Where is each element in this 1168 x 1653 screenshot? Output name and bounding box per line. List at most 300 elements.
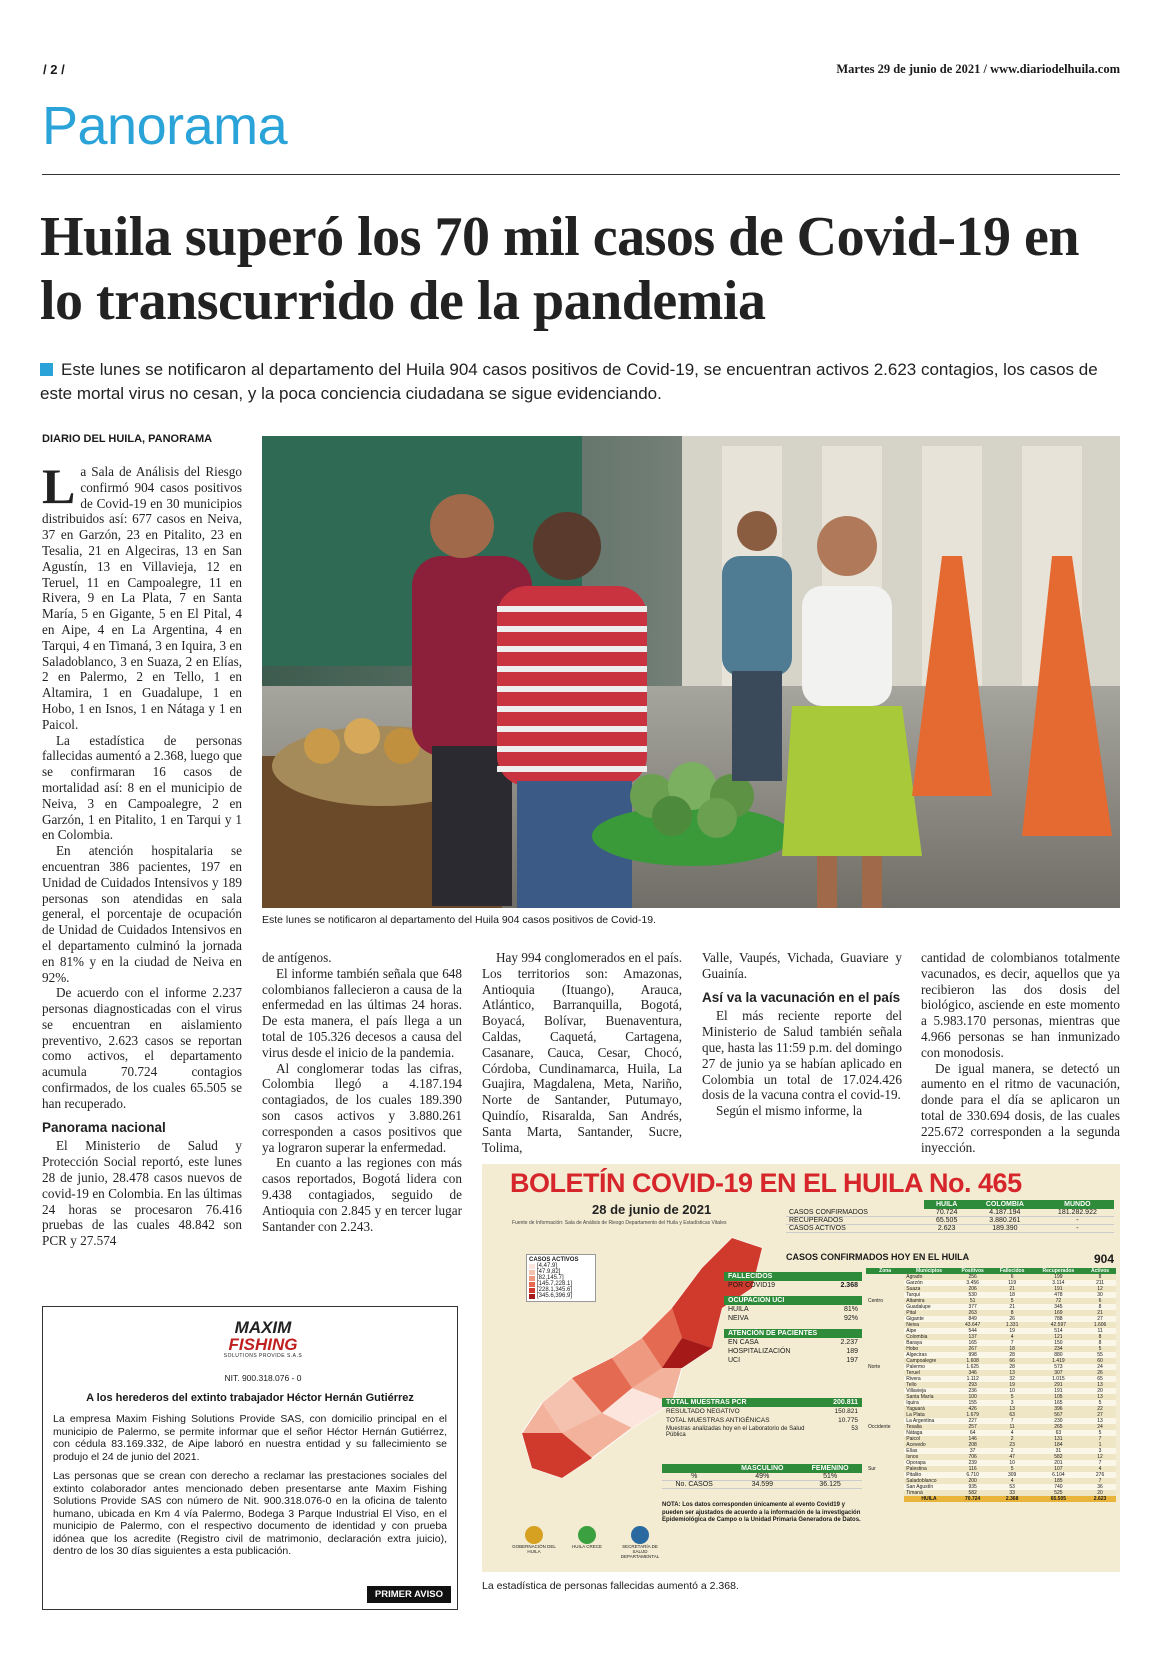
legend-label: [82,145.7] bbox=[537, 1275, 564, 1281]
municipality-cell: 6 bbox=[1084, 1298, 1116, 1304]
municipality-cell: Tesalia bbox=[904, 1424, 954, 1430]
municipalities-header-cell: Positivos bbox=[954, 1268, 992, 1274]
atencion-row bbox=[724, 1338, 862, 1347]
municipality-cell: Pitalito bbox=[904, 1472, 954, 1478]
municipality-cell: 5 bbox=[992, 1298, 1033, 1304]
ad-paragraph-2: Las personas que se crean con derecho a reclamar las prestaciones sociales del extinto colaborador antes mencionado deben presentarse ante Maxim Fishing Solutions Provide SAS con número de Nit. 900.318.076-0 en la oficina de talento humano, ubicada en Km 4 vía Palermo, Bodega 3 Parque Industrial El Viso, en el municipio de Palermo, con el respectivo documento de identidad y con prueba idónea que los acredite (Registro civil de matrimonio, declaración extra juicio), dentro de los 30 días siguientes a esta publicación. bbox=[53, 1470, 447, 1557]
summary-row bbox=[786, 1209, 1114, 1217]
municipality-cell: 3.114 bbox=[1033, 1280, 1084, 1286]
municipality-cell: 206 bbox=[954, 1286, 992, 1292]
lead-marker-icon bbox=[40, 363, 53, 376]
street-market-photo bbox=[262, 436, 1120, 908]
municipality-cell: Villavieja bbox=[904, 1388, 954, 1394]
lead-paragraph bbox=[40, 358, 1130, 406]
fallecidos-label: FALLECIDOS bbox=[724, 1272, 862, 1281]
municipality-cell: 26 bbox=[1084, 1370, 1116, 1376]
paragraph: Al conglomerar todas las cifras, Colombia llegó a 4.187.194 contagiados, de los cuales 189.390 son casos activos y 3.880.261 corresponden a casos positivos que ya lograron superar la enfermedad. bbox=[262, 1060, 462, 1155]
municipality-cell: 13 bbox=[992, 1406, 1033, 1412]
municipality-cell: 8 bbox=[1084, 1304, 1116, 1310]
municipality-cell: 1.015 bbox=[1033, 1376, 1084, 1382]
municipality-cell: 12 bbox=[1084, 1454, 1116, 1460]
column-5 bbox=[921, 950, 1120, 1155]
ad-title: A los herederos del extinto trabajador Héctor Hernán Gutiérrez bbox=[86, 1392, 414, 1404]
municipality-cell: 5 bbox=[1084, 1346, 1116, 1352]
paragraph: a Sala de Análisis del Riesgo confirmó 904 casos positivos de Covid-19 en 30 municipios distribuidos así: 677 casos en Neiva, 37 en Garzón, 23 en Pitalito, 23 en Tesalia, 21 en Algeciras, 13 en San Agustín, 13 en Villavieja, 12 en Teruel, 11 en Campoalegre, 11 en Rivera, 9 en La Plata, 7 en Santa María, 5 en Gigante, 5 en El Pital, 4 en Aipe, 4 en La Argentina, 4 en Tarqui, 4 en Timaná, 3 en Iquira, 3 en Saladoblanco, 3 en Suaza, 2 en Elías, 2 en Palermo, 2 en Tello, 1 en Altamira, 1 en Guadalupe, 1 en Hobo, 1 en Isnos, 1 en Nátaga y 1 en Paicol. bbox=[42, 464, 242, 732]
huila-crece-icon bbox=[578, 1526, 596, 1544]
municipality-cell: 7 bbox=[992, 1418, 1033, 1424]
drop-cap: L bbox=[42, 458, 76, 514]
municipality-cell: 544 bbox=[954, 1328, 992, 1334]
municipality-cell: Pital bbox=[904, 1310, 954, 1316]
municipality-cell: 31 bbox=[1033, 1448, 1084, 1454]
atencion-row bbox=[724, 1347, 862, 1356]
municipality-cell: Paicol bbox=[904, 1436, 954, 1442]
municipality-cell: Timaná bbox=[904, 1490, 954, 1496]
municipality-cell: 1.331 bbox=[992, 1322, 1033, 1328]
municipality-cell: 105 bbox=[1033, 1394, 1084, 1400]
secretaria-seal-icon bbox=[631, 1526, 649, 1544]
municipality-cell: 119 bbox=[992, 1280, 1033, 1286]
legend-swatch bbox=[529, 1282, 535, 1287]
lead-text: Este lunes se notificaron al departamento del Huila 904 casos positivos de Covid-19, se encuentran activos 2.623 contagios, los casos de este mortal virus no cesan, y la poca conciencia ciudadana se sigue evidenciando. bbox=[40, 360, 1098, 403]
legend-label: [345.6,396.9] bbox=[537, 1293, 573, 1299]
bulletin-caption: La estadística de personas fallecidas aumentó a 2.368. bbox=[482, 1580, 739, 1592]
municipality-cell: 256 bbox=[954, 1274, 992, 1280]
legend-swatch bbox=[529, 1270, 535, 1275]
covid-bulletin bbox=[482, 1164, 1120, 1572]
municipality-cell: Garzón bbox=[904, 1280, 954, 1286]
total-cell: 70.724 bbox=[954, 1496, 992, 1502]
municipality-cell: 3.456 bbox=[954, 1280, 992, 1286]
municipality-cell: 13 bbox=[1084, 1394, 1116, 1400]
bulletin-date: 28 de junio de 2021 bbox=[592, 1202, 712, 1217]
municipality-cell: 191 bbox=[1033, 1286, 1084, 1292]
today-cases bbox=[786, 1252, 1114, 1266]
cell: 2.368 bbox=[840, 1282, 858, 1289]
column-4 bbox=[702, 950, 902, 1119]
municipality-cell: 234 bbox=[1033, 1346, 1084, 1352]
cell: 2.237 bbox=[840, 1339, 858, 1346]
summary-cell: 70.724 bbox=[924, 1209, 969, 1217]
total-cell: HUILA bbox=[904, 1496, 954, 1502]
cell: 53 bbox=[851, 1426, 858, 1432]
summary-header-cell: HUILA bbox=[924, 1200, 969, 1209]
municipality-cell: 65 bbox=[1084, 1376, 1116, 1382]
municipality-cell: Colombia bbox=[904, 1334, 954, 1340]
legend-label: [47.9,82] bbox=[537, 1269, 561, 1275]
municipality-cell: Iquira bbox=[904, 1400, 954, 1406]
paragraph: De acuerdo con el informe 2.237 personas diagnosticadas con el virus se encuentran en aislamiento preventivo, 2.623 casos se reportan como activos, el departamento acumula 70.724 contagios confirmados, de los cuales 65.505 se han recuperado. bbox=[42, 985, 242, 1111]
cell: 197 bbox=[846, 1357, 858, 1364]
municipality-cell: 998 bbox=[954, 1352, 992, 1358]
paragraph: Valle, Vaupés, Vichada, Guaviare y Guainía. bbox=[702, 950, 902, 981]
atencion-row bbox=[724, 1356, 862, 1365]
municipality-cell: 36 bbox=[1084, 1484, 1116, 1490]
municipalities-header-cell: Municipios bbox=[904, 1268, 954, 1274]
municipality-cell: 137 bbox=[954, 1334, 992, 1340]
municipality-cell: 208 bbox=[954, 1442, 992, 1448]
municipality-cell: 788 bbox=[1033, 1316, 1084, 1322]
uci-row bbox=[724, 1314, 862, 1323]
cell: 189 bbox=[846, 1348, 858, 1355]
article-photo bbox=[262, 436, 1120, 908]
municipality-cell: Oporapa bbox=[904, 1460, 954, 1466]
municipality-cell: Hobo bbox=[904, 1346, 954, 1352]
municipality-cell: 27 bbox=[1084, 1412, 1116, 1418]
municipality-cell: 267 bbox=[954, 1346, 992, 1352]
summary-cell: 65.505 bbox=[924, 1217, 969, 1225]
municipality-cell: 60 bbox=[1084, 1358, 1116, 1364]
municipality-cell: 1.112 bbox=[954, 1376, 992, 1382]
classified-ad bbox=[42, 1306, 458, 1610]
municipality-cell: 5 bbox=[1084, 1430, 1116, 1436]
cell: 200.811 bbox=[833, 1399, 858, 1406]
paragraph: El más reciente reporte del Ministerio de Salud también señala que, hasta las 11:59 p.m. del domingo 27 de junio ya se habían aplicado en Colombia un total de 17.024.426 dosis de la vacuna contra el covid-19. bbox=[702, 1008, 902, 1103]
ad-nit: NIT. 900.318.076 - 0 bbox=[224, 1373, 302, 1383]
legend-swatch bbox=[529, 1288, 535, 1293]
municipality-cell: 121 bbox=[1033, 1334, 1084, 1340]
municipality-cell: Tarqui bbox=[904, 1292, 954, 1298]
gobernacion-seal-icon bbox=[525, 1526, 543, 1544]
municipalities-header-cell: Fallecidos bbox=[992, 1268, 1033, 1274]
municipality-cell: 257 bbox=[954, 1424, 992, 1430]
summary-header-cell bbox=[786, 1200, 924, 1209]
summary-cell: - bbox=[1041, 1225, 1114, 1233]
municipality-cell: 1.679 bbox=[954, 1412, 992, 1418]
municipality-cell: 191 bbox=[1033, 1388, 1084, 1394]
municipality-cell: 24 bbox=[1084, 1364, 1116, 1370]
gender-cell: 51% bbox=[798, 1473, 862, 1481]
municipality-cell: 5 bbox=[992, 1466, 1033, 1472]
logo-line-1: MAXIM bbox=[234, 1318, 292, 1337]
maxim-logo bbox=[193, 1319, 333, 1359]
total-cell: 2.368 bbox=[992, 1496, 1033, 1502]
zone-cell: Centro bbox=[868, 1298, 884, 1304]
municipality-cell: 3 bbox=[992, 1400, 1033, 1406]
municipality-cell: 146 bbox=[954, 1436, 992, 1442]
paragraph: Hay 994 conglomerados en el país. Los territorios son: Amazonas, Antioquia (Ituango), Arauca, Atlántico, Barranquilla, Bogotá, Boyacá, Bolívar, Buenaventura, Caldas, Caquetá, Cartagena, Casanare, Cauca, Cesar, Chocó, Córdoba, Cundinamarca, Huila, La Guajira, Magdalena, Meta, Nariño, Norte de Santander, Putumayo, Quindío, Risaralda, San Andrés, Santa Marta, Santander, Sucre, Tolima, bbox=[482, 950, 682, 1155]
cell: HOSPITALIZACIÓN bbox=[728, 1348, 791, 1355]
municipality-cell: 201 bbox=[1033, 1460, 1084, 1466]
summary-row bbox=[786, 1217, 1114, 1225]
summary-cell: CASOS ACTIVOS bbox=[786, 1225, 924, 1233]
municipality-cell: 514 bbox=[1033, 1328, 1084, 1334]
municipality-cell: 28 bbox=[992, 1352, 1033, 1358]
municipality-cell: Agrado bbox=[904, 1274, 954, 1280]
gender-row bbox=[662, 1473, 862, 1481]
cell: RESULTADO NEGATIVO bbox=[666, 1408, 740, 1415]
legend-title: CASOS ACTIVOS bbox=[529, 1257, 579, 1263]
municipality-cell: 7 bbox=[992, 1340, 1033, 1346]
municipality-cell: 21 bbox=[1084, 1310, 1116, 1316]
municipality-cell: 8 bbox=[1084, 1334, 1116, 1340]
subhead-nacional: Panorama nacional bbox=[42, 1119, 166, 1135]
municipality-cell: 11 bbox=[992, 1424, 1033, 1430]
municipality-cell: 1 bbox=[1084, 1442, 1116, 1448]
section-title: Panorama bbox=[42, 96, 288, 156]
municipality-cell: 525 bbox=[1033, 1490, 1084, 1496]
municipality-cell: Palermo bbox=[904, 1364, 954, 1370]
municipality-cell: Palestina bbox=[904, 1466, 954, 1472]
municipality-cell: 346 bbox=[954, 1370, 992, 1376]
municipality-cell: Isnos bbox=[904, 1454, 954, 1460]
cell: 81% bbox=[843, 1306, 858, 1313]
municipality-cell: Nátaga bbox=[904, 1430, 954, 1436]
municipality-cell: 63 bbox=[992, 1412, 1033, 1418]
column-2 bbox=[262, 950, 462, 1234]
municipality-cell: 345 bbox=[1033, 1304, 1084, 1310]
municipality-cell: 21 bbox=[992, 1304, 1033, 1310]
municipality-cell: 20 bbox=[1084, 1490, 1116, 1496]
summary-cell: - bbox=[1041, 1217, 1114, 1225]
municipality-cell: 230 bbox=[1033, 1418, 1084, 1424]
municipality-cell: 1.419 bbox=[1033, 1358, 1084, 1364]
municipality-cell: 239 bbox=[954, 1460, 992, 1466]
municipality-cell: 4 bbox=[992, 1334, 1033, 1340]
muestras-panel bbox=[662, 1398, 862, 1439]
municipality-cell: Acevedo bbox=[904, 1442, 954, 1448]
municipality-cell: 116 bbox=[954, 1466, 992, 1472]
municipality-cell: 265 bbox=[1033, 1424, 1084, 1430]
municipality-cell: Aipe bbox=[904, 1328, 954, 1334]
summary-cell: 2.623 bbox=[924, 1225, 969, 1233]
legend-item bbox=[529, 1293, 593, 1299]
municipality-cell: Neiva bbox=[904, 1322, 954, 1328]
ad-badge: PRIMER AVISO bbox=[367, 1586, 451, 1603]
legend-swatch bbox=[529, 1264, 535, 1269]
total-row bbox=[866, 1496, 1116, 1502]
municipality-cell: 21 bbox=[992, 1286, 1033, 1292]
cell: EN CASA bbox=[728, 1339, 759, 1346]
municipality-cell: 849 bbox=[954, 1316, 992, 1322]
municipality-cell: 6 bbox=[992, 1274, 1033, 1280]
gender-table bbox=[662, 1464, 862, 1489]
municipality-cell: 935 bbox=[954, 1484, 992, 1490]
municipality-cell: 291 bbox=[1033, 1382, 1084, 1388]
municipality-cell: 19 bbox=[992, 1382, 1033, 1388]
bulletin-logos bbox=[512, 1526, 662, 1559]
municipality-cell: 19 bbox=[992, 1328, 1033, 1334]
municipality-cell: 100 bbox=[954, 1394, 992, 1400]
legend-label: [145.7,228.1] bbox=[537, 1281, 573, 1287]
logo-label: GOBERNACIÓN DEL HUILA bbox=[512, 1544, 556, 1554]
municipality-cell: 530 bbox=[954, 1292, 992, 1298]
municipality-cell: 23 bbox=[992, 1442, 1033, 1448]
logo-huila-crece bbox=[565, 1526, 609, 1559]
summary-cell: 189.390 bbox=[969, 1225, 1041, 1233]
municipality-cell: Altamira bbox=[904, 1298, 954, 1304]
headline: Huila superó los 70 mil casos de Covid-19 en lo transcurrido de la pandemia bbox=[40, 206, 1079, 332]
summary-cell: 4.187.194 bbox=[969, 1209, 1041, 1217]
logo-gobernacion bbox=[512, 1526, 556, 1559]
paragraph: De igual manera, se detectó un aumento en el ritmo de vacunación, donde para el día se aplicaron un total de 330.694 dosis, de las cuales 225.672 corresponden a la segunda inyección. bbox=[921, 1060, 1120, 1155]
gender-header-cell: MASCULINO bbox=[726, 1464, 798, 1473]
paragraph: Según el mismo informe, la bbox=[716, 1103, 863, 1119]
cell: TOTAL MUESTRAS PCR bbox=[666, 1399, 747, 1406]
municipality-cell: 3 bbox=[1084, 1448, 1116, 1454]
gender-header-cell: FEMENINO bbox=[798, 1464, 862, 1473]
municipalities-table bbox=[866, 1268, 1116, 1502]
gender-cell: 36.125 bbox=[798, 1481, 862, 1489]
municipality-cell: 1.606 bbox=[1084, 1322, 1116, 1328]
cell: HUILA bbox=[728, 1306, 749, 1313]
municipality-cell: 263 bbox=[954, 1310, 992, 1316]
legend-swatch bbox=[529, 1276, 535, 1281]
municipality-cell: 567 bbox=[1033, 1412, 1084, 1418]
total-cell: 65.505 bbox=[1033, 1496, 1084, 1502]
municipality-cell: 582 bbox=[954, 1490, 992, 1496]
municipality-cell: 307 bbox=[1033, 1370, 1084, 1376]
paragraph: cantidad de colombianos totalmente vacunados, es decir, aquellos que ya recibieron las dos dosis del biológico, asciende en este momento a 5.983.170 personas, mientras que 4.966 personas se han inmunizado con monodosis. bbox=[921, 950, 1120, 1060]
uci-row bbox=[724, 1305, 862, 1314]
dateline: Martes 29 de junio de 2021 / www.diariodelhuila.com bbox=[836, 62, 1120, 76]
summary-cell: RECUPERADOS bbox=[786, 1217, 924, 1225]
cell: 150.821 bbox=[834, 1408, 858, 1415]
municipality-cell: Guadalupe bbox=[904, 1304, 954, 1310]
municipality-cell: 200 bbox=[954, 1478, 992, 1484]
summary-table bbox=[786, 1200, 1114, 1233]
byline: DIARIO DEL HUILA, PANORAMA bbox=[42, 433, 213, 445]
municipality-cell: 199 bbox=[1033, 1274, 1084, 1280]
bulletin-note: NOTA: Los datos corresponden únicamente al evento Covid19 y pueden ser ajustados de acuerdo a la información de la investigación Epidemiológica de Campo o la Unidad Primaria Generadora de Datos. bbox=[662, 1502, 861, 1523]
uci-label: OCUPACIÓN UCI bbox=[724, 1296, 862, 1305]
municipality-cell: 740 bbox=[1033, 1484, 1084, 1490]
summary-cell: CASOS CONFIRMADOS bbox=[786, 1209, 924, 1217]
cell: 92% bbox=[843, 1315, 858, 1322]
cell: NEIVA bbox=[728, 1315, 749, 1322]
municipality-cell: 72 bbox=[1033, 1298, 1084, 1304]
atencion-label: ATENCIÓN DE PACIENTES bbox=[724, 1329, 862, 1338]
municipality-cell: 53 bbox=[992, 1484, 1033, 1490]
logo-label: SECRETARÍA DE SALUD DEPARTAMENTAL bbox=[620, 1544, 660, 1559]
municipality-cell: 64 bbox=[954, 1430, 992, 1436]
logo-sub: SOLUTIONS PROVIDE S.A.S bbox=[223, 1353, 303, 1359]
map-legend bbox=[526, 1254, 596, 1302]
municipality-cell: 11 bbox=[1084, 1328, 1116, 1334]
municipality-cell: 6.104 bbox=[1033, 1472, 1084, 1478]
muestras-header bbox=[662, 1398, 862, 1407]
municipality-cell: 66 bbox=[992, 1358, 1033, 1364]
municipality-cell: 13 bbox=[992, 1370, 1033, 1376]
summary-header-cell: MUNDO bbox=[1041, 1200, 1114, 1209]
summary-cell: 181.282.922 bbox=[1041, 1209, 1114, 1217]
municipality-cell: 236 bbox=[954, 1388, 992, 1394]
municipality-cell: 706 bbox=[954, 1454, 992, 1460]
municipality-cell: 4 bbox=[992, 1430, 1033, 1436]
legend-label: [4,47.9] bbox=[537, 1263, 558, 1269]
municipality-cell: 43.647 bbox=[954, 1322, 992, 1328]
municipality-cell: Santa María bbox=[904, 1394, 954, 1400]
municipality-cell: 13 bbox=[1084, 1382, 1116, 1388]
municipality-cell: 426 bbox=[954, 1406, 992, 1412]
gender-header-cell bbox=[662, 1464, 726, 1473]
summary-cell: 3.880.261 bbox=[969, 1217, 1041, 1225]
municipality-cell: 2 bbox=[992, 1448, 1033, 1454]
municipality-cell: 2 bbox=[992, 1436, 1033, 1442]
muestras-row bbox=[662, 1416, 862, 1425]
municipality-cell: 478 bbox=[1033, 1292, 1084, 1298]
paragraph: En cuanto a las regiones con más casos reportados, Bogotá lidera con 9.438 contagiados, seguido de Antioquia con 2.845 y en tercer lugar Santander con 2.243. bbox=[262, 1155, 462, 1234]
legend-label: [228.1,345.6] bbox=[537, 1287, 573, 1293]
municipality-cell: 20 bbox=[1084, 1388, 1116, 1394]
municipality-cell: 26 bbox=[992, 1316, 1033, 1322]
municipality-cell: La Plata bbox=[904, 1412, 954, 1418]
municipality-cell: Suaza bbox=[904, 1286, 954, 1292]
municipality-cell: 309 bbox=[992, 1472, 1033, 1478]
municipality-cell: 32 bbox=[992, 1376, 1033, 1382]
zone-cell: Norte bbox=[868, 1364, 881, 1370]
municipality-cell: 5 bbox=[1084, 1400, 1116, 1406]
municipality-cell: 4 bbox=[992, 1478, 1033, 1484]
municipality-cell: 293 bbox=[954, 1382, 992, 1388]
municipality-cell: Teruel bbox=[904, 1370, 954, 1376]
gender-cell: 49% bbox=[726, 1473, 798, 1481]
municipality-cell: 10 bbox=[992, 1460, 1033, 1466]
legend-swatch bbox=[529, 1294, 535, 1299]
municipality-cell: 185 bbox=[1033, 1478, 1084, 1484]
municipality-cell: Elías bbox=[904, 1448, 954, 1454]
paragraph: La estadística de personas fallecidas aumentó a 2.368, luego que se confirmaran 16 casos de mortalidad así: 8 en el municipio de Neiva, 3 en Campoalegre, 2 en Garzón, 1 en Pitalito, 1 en Tarqui y 1 en Colombia. bbox=[42, 732, 242, 843]
municipality-cell: 131 bbox=[1033, 1436, 1084, 1442]
municipality-cell: Saladoblanco bbox=[904, 1478, 954, 1484]
municipality-cell: 24 bbox=[1084, 1424, 1116, 1430]
municipality-cell: 10 bbox=[992, 1388, 1033, 1394]
zone-cell: Occidente bbox=[868, 1424, 891, 1430]
logo-line-2: FISHING bbox=[228, 1335, 298, 1354]
municipality-cell: 227 bbox=[954, 1418, 992, 1424]
municipality-cell: 880 bbox=[1033, 1352, 1084, 1358]
municipality-cell: Tello bbox=[904, 1382, 954, 1388]
municipality-cell: 377 bbox=[954, 1304, 992, 1310]
municipality-cell: 1.608 bbox=[954, 1358, 992, 1364]
municipality-cell: Baraya bbox=[904, 1340, 954, 1346]
gender-cell: 34.599 bbox=[726, 1481, 798, 1489]
municipality-cell: 33 bbox=[992, 1490, 1033, 1496]
municipality-cell: 5 bbox=[992, 1394, 1033, 1400]
today-label: CASOS CONFIRMADOS HOY EN EL HUILA bbox=[786, 1252, 970, 1262]
municipality-cell: 8 bbox=[1084, 1340, 1116, 1346]
municipality-cell: 47 bbox=[992, 1454, 1033, 1460]
municipality-cell: 7 bbox=[1084, 1478, 1116, 1484]
paragraph: En atención hospitalaria se encuentran 386 pacientes, 197 en Unidad de Cuidados Intensivos y 189 personas son atendidas en sala general, el porcentaje de ocupación de Unidad de Cuidados Intensivos en el departamento culminó la jornada en 81% y en la ciudad de Neiva en 92%. bbox=[42, 843, 242, 985]
total-cell: 2.623 bbox=[1084, 1496, 1116, 1502]
municipality-cell: 28 bbox=[992, 1364, 1033, 1370]
municipality-cell: La Argentina bbox=[904, 1418, 954, 1424]
municipality-cell: 165 bbox=[1033, 1400, 1084, 1406]
logo-secretaria bbox=[618, 1526, 662, 1559]
paragraph: de antígenos. bbox=[262, 950, 332, 965]
zone-cell bbox=[866, 1496, 904, 1502]
subhead-vacunacion: Así va la vacunación en el país bbox=[702, 989, 901, 1005]
photo-caption: Este lunes se notificaron al departamento del Huila 904 casos positivos de Covid-19. bbox=[262, 914, 656, 926]
municipality-cell: 6.710 bbox=[954, 1472, 992, 1478]
municipalities-header-cell: Recuperados bbox=[1033, 1268, 1084, 1274]
municipality-cell: 13 bbox=[1084, 1418, 1116, 1424]
municipalities-header-cell: Activos bbox=[1084, 1268, 1116, 1274]
municipality-cell: 51 bbox=[954, 1298, 992, 1304]
gender-row bbox=[662, 1481, 862, 1489]
bulletin-title: BOLETÍN COVID-19 EN EL HUILA No. 465 bbox=[510, 1168, 1022, 1198]
municipality-cell: 8 bbox=[1084, 1274, 1116, 1280]
municipality-cell: 37 bbox=[954, 1448, 992, 1454]
municipalities-header-cell: Zona bbox=[866, 1268, 904, 1274]
cell: UCI bbox=[728, 1357, 741, 1364]
cell: 10.775 bbox=[838, 1417, 858, 1424]
municipality-cell: 27 bbox=[1084, 1316, 1116, 1322]
municipality-cell: 184 bbox=[1033, 1442, 1084, 1448]
municipality-cell: 582 bbox=[1033, 1454, 1084, 1460]
municipality-cell: 7 bbox=[1084, 1436, 1116, 1442]
